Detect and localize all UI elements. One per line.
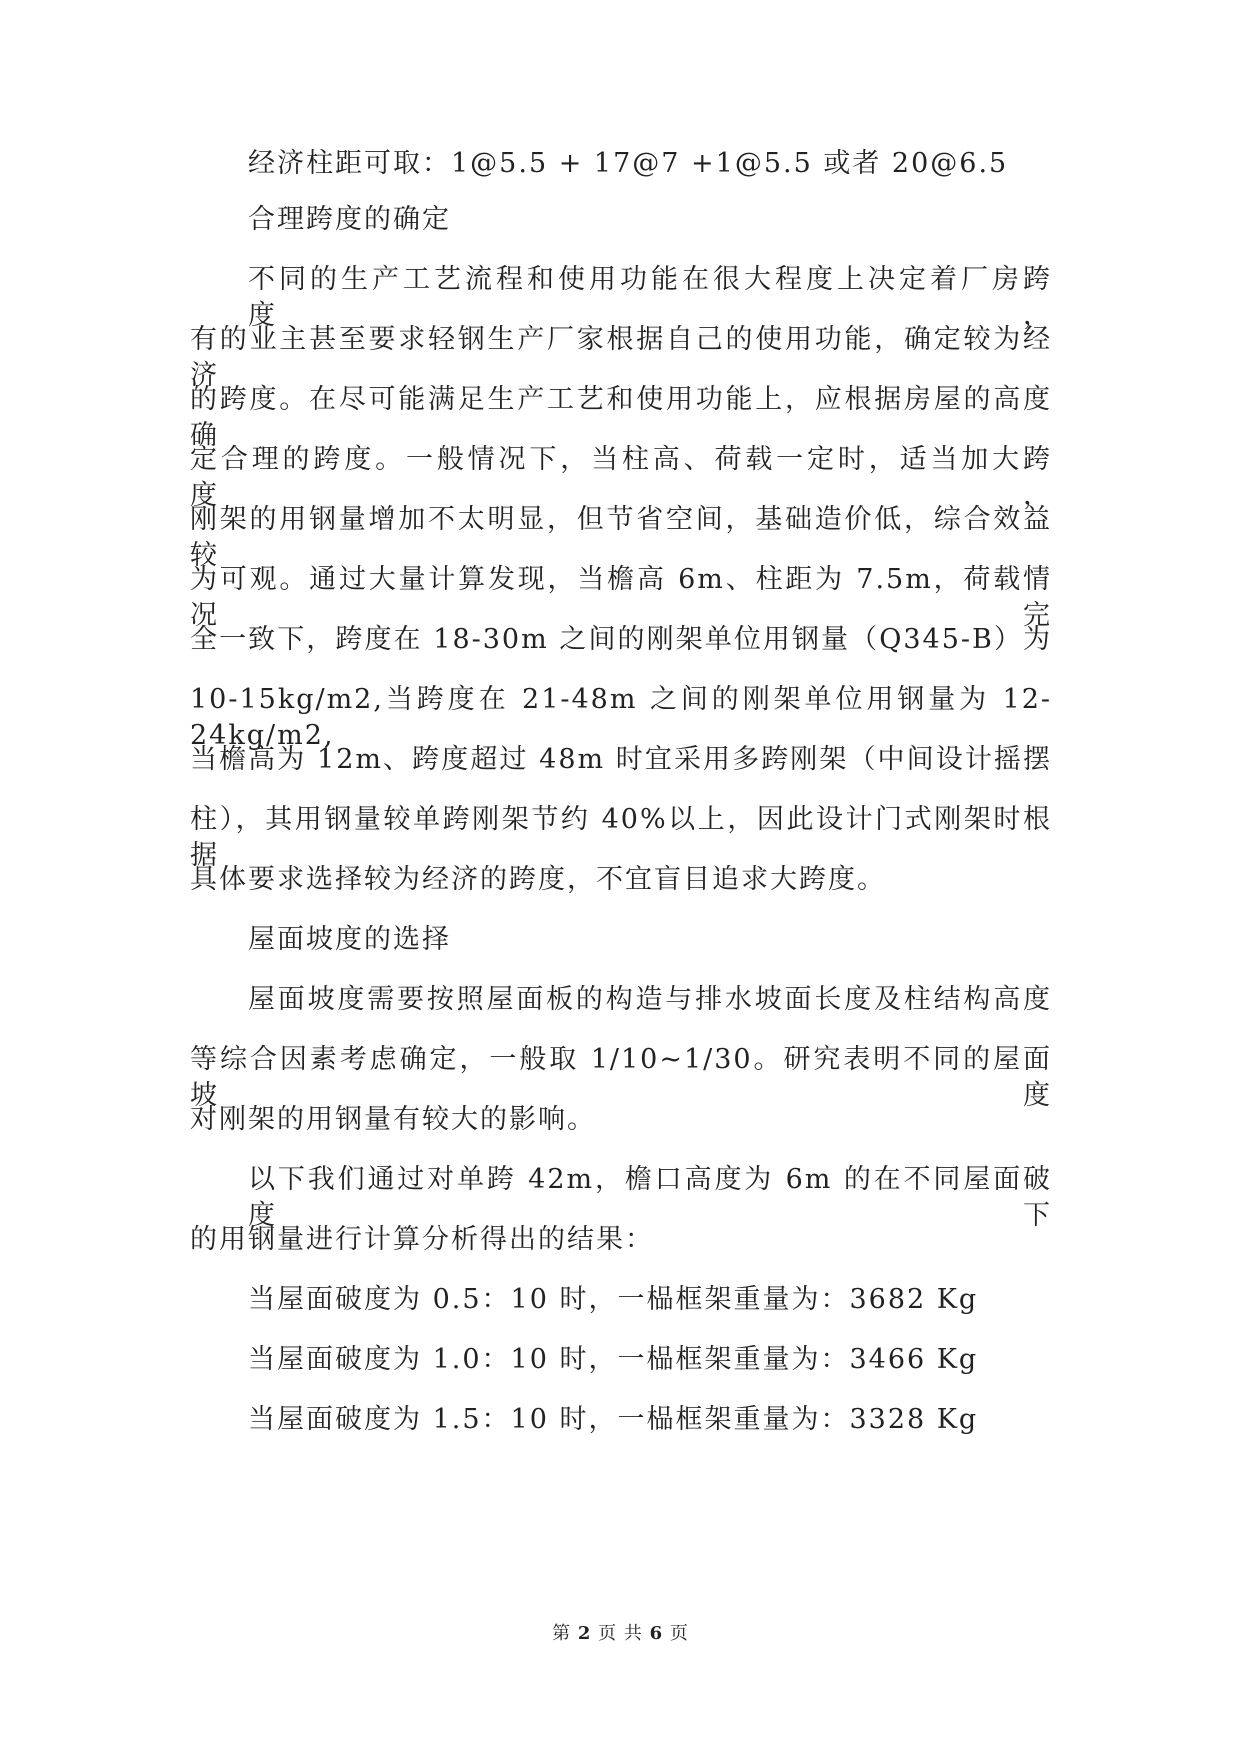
- text-line: 刚架的用钢量增加不太明显，但节省空间，基础造价低，综合效益较: [190, 504, 1052, 571]
- text-line: 为可观。通过大量计算发现，当檐高 6m、柱距为 7.5m，荷载情况完: [190, 564, 1052, 631]
- result-line: 当屋面破度为 1.0：10 时，一榀框架重量为：3466 Kg: [248, 1344, 979, 1375]
- text-line: 当檐高为 12m、跨度超过 48m 时宜采用多跨刚架（中间设计摇摆: [190, 744, 1052, 775]
- text-line: 全一致下，跨度在 18-30m 之间的刚架单位用钢量（Q345-B）为: [190, 624, 1052, 655]
- text-line: 10-15kg/m2,当跨度在 21-48m 之间的刚架单位用钢量为 12-24kg/m2,: [190, 684, 1052, 751]
- text-line: 对刚架的用钢量有较大的影响。: [190, 1104, 596, 1135]
- text-line: 的用钢量进行计算分析得出的结果：: [190, 1224, 654, 1255]
- text-line: 有的业主甚至要求轻钢生产厂家根据自己的使用功能，确定较为经济: [190, 324, 1052, 391]
- footer-page-number: 2: [577, 1623, 592, 1644]
- section-heading: 屋面坡度的选择: [248, 924, 451, 955]
- footer-middle: 页 共: [598, 1623, 643, 1644]
- result-line: 当屋面破度为 0.5：10 时，一榀框架重量为：3682 Kg: [248, 1284, 979, 1315]
- section-heading: 合理跨度的确定: [248, 204, 451, 235]
- text-line: 等综合因素考虑确定，一般取 1/10~1/30。研究表明不同的屋面坡度: [190, 1044, 1052, 1111]
- text-line: 的跨度。在尽可能满足生产工艺和使用功能上，应根据房屋的高度确: [190, 384, 1052, 451]
- text-line: 定合理的跨度。一般情况下，当柱高、荷载一定时，适当加大跨度，: [190, 444, 1052, 511]
- text-line: 以下我们通过对单跨 42m，檐口高度为 6m 的在不同屋面破度下: [248, 1164, 1052, 1231]
- result-line: 当屋面破度为 1.5：10 时，一榀框架重量为：3328 Kg: [248, 1404, 979, 1435]
- text-line: 不同的生产工艺流程和使用功能在很大程度上决定着厂房跨度，: [248, 264, 1052, 331]
- text-line: 经济柱距可取：1@5.5 + 17@7 +1@5.5 或者 20@6.5: [248, 148, 1009, 179]
- text-line: 柱），其用钢量较单跨刚架节约 40%以上，因此设计门式刚架时根据: [190, 804, 1052, 871]
- footer-suffix: 页: [669, 1623, 689, 1644]
- page-footer: [0, 1622, 1241, 1646]
- footer-total-pages: 6: [649, 1623, 664, 1644]
- footer-prefix: 第: [552, 1623, 572, 1644]
- text-line: 具体要求选择较为经济的跨度，不宜盲目追求大跨度。: [190, 864, 886, 895]
- text-line: 屋面坡度需要按照屋面板的构造与排水坡面长度及柱结构高度: [248, 984, 1052, 1015]
